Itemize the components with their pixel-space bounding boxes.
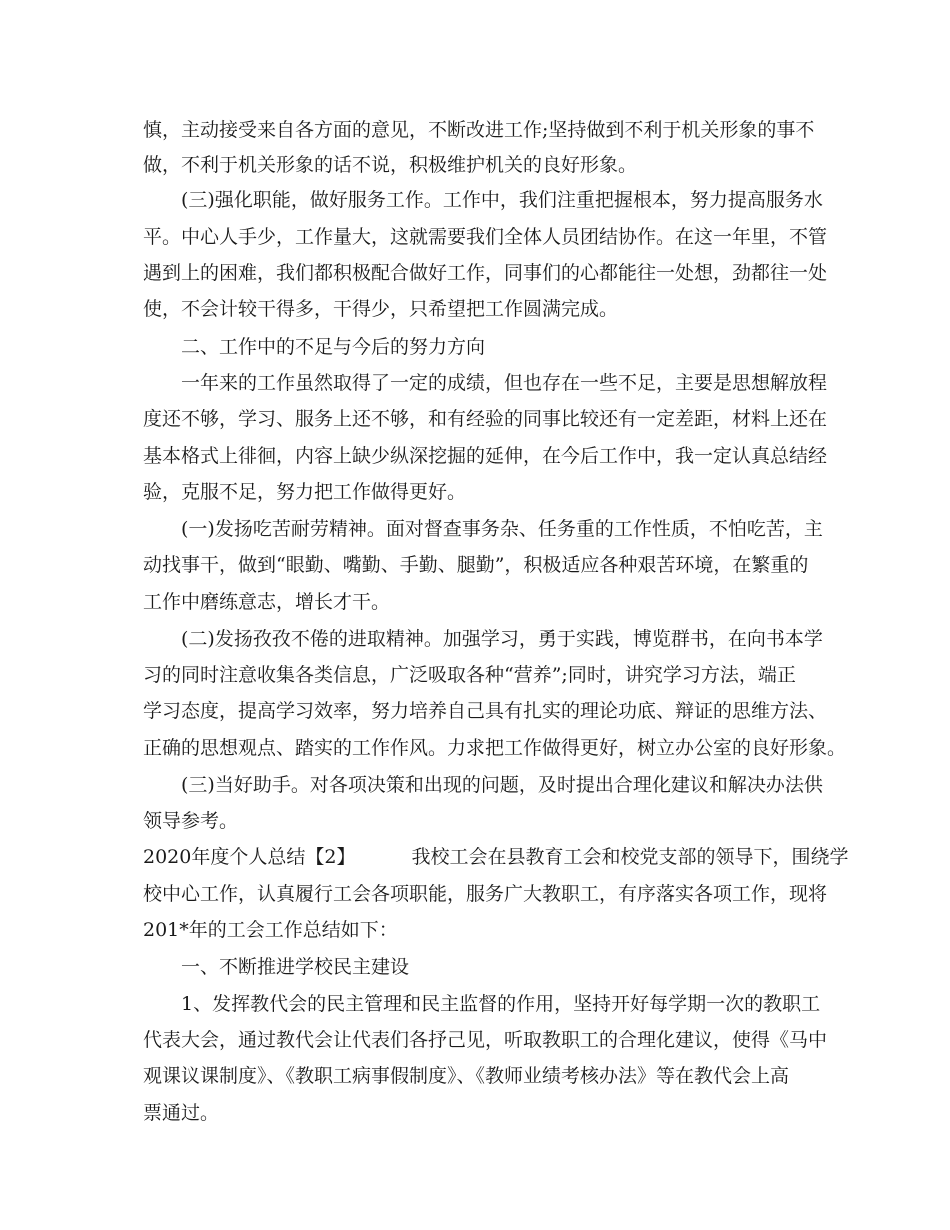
summary-title: 2020年度个人总结【2】 xyxy=(143,846,356,868)
text-line: 观课议课制度》、《教职工病事假制度》、《教师业绩考核办法》等在教代会上高 xyxy=(143,1065,790,1087)
text-line: 遇到上的困难，我们都积极配合做好工作，同事们的心都能往一处想，劲都往一处 xyxy=(143,262,828,284)
section-heading: 二、工作中的不足与今后的努力方向 xyxy=(181,336,486,358)
text-line: 平。中心人手少，工作量大，这就需要我们全体人员团结协作。在这一年里，不管 xyxy=(143,226,828,248)
text-line: 我校工会在县教育工会和校党支部的领导下，围绕学 xyxy=(411,846,849,868)
text-line: 领导参考。 xyxy=(143,810,239,832)
text-line: 使，不会计较干得多，干得少，只希望把工作圆满完成。 xyxy=(143,298,619,320)
text-line: (三)当好助手。对各项决策和出现的问题，及时提出合理化建议和解决办法供 xyxy=(181,774,823,796)
text-line: (一)发扬吃苦耐劳精神。面对督查事务杂、任务重的工作性质，不怕吃苦，主 xyxy=(181,518,823,540)
text-line: 票通过。 xyxy=(143,1102,220,1124)
text-line: 验，克服不足，努力把工作做得更好。 xyxy=(143,481,467,503)
text-line: 做，不利于机关形象的话不说，积极维护机关的良好形象。 xyxy=(143,154,638,176)
text-line: 代表大会，通过教代会让代表们各抒己见，听取教职工的合理化建议，使得《马中 xyxy=(143,1029,828,1051)
text-line: 慎，主动接受来自各方面的意见，不断改进工作;坚持做到不利于机关形象的事不 xyxy=(143,119,815,141)
text-line: 习的同时注意收集各类信息，广泛吸取各种“营养”;同时，讲究学习方法，端正 xyxy=(143,664,796,686)
text-line: 201*年的工会工作总结如下： xyxy=(143,919,398,941)
text-line: (三)强化职能，做好服务工作。工作中，我们注重把握根本，努力提高服务水 xyxy=(181,189,823,211)
text-line: (二)发扬孜孜不倦的进取精神。加强学习，勇于实践，博览群书，在向书本学 xyxy=(181,628,823,650)
section-heading: 一、不断推进学校民主建设 xyxy=(181,956,410,978)
summary-title-line xyxy=(143,845,848,869)
text-line: 学习态度，提高学习效率，努力培养自己具有扎实的理论功底、辩证的思维方法、 xyxy=(143,700,828,722)
text-line: 一年来的工作虽然取得了一定的成绩，但也存在一些不足，主要是思想解放程 xyxy=(181,372,828,394)
text-line: 工作中磨练意志，增长才干。 xyxy=(143,591,391,613)
text-line: 度还不够，学习、服务上还不够，和有经验的同事比较还有一定差距，材料上还在 xyxy=(143,408,828,430)
text-line: 动找事干，做到“眼勤、嘴勤、手勤、腿勤”，积极适应各种艰苦环境，在繁重的 xyxy=(143,554,809,576)
text-line: 基本格式上徘徊，内容上缺少纵深挖掘的延伸，在今后工作中，我一定认真总结经 xyxy=(143,445,828,467)
text-line: 1、发挥教代会的民主管理和民主监督的作用，坚持开好每学期一次的教职工 xyxy=(181,993,821,1015)
text-line: 正确的思想观点、踏实的工作作风。力求把工作做得更好，树立办公室的良好形象。 xyxy=(143,737,847,759)
text-line: 校中心工作，认真履行工会各项职能，服务广大教职工，有序落实各项工作，现将 xyxy=(143,883,828,905)
